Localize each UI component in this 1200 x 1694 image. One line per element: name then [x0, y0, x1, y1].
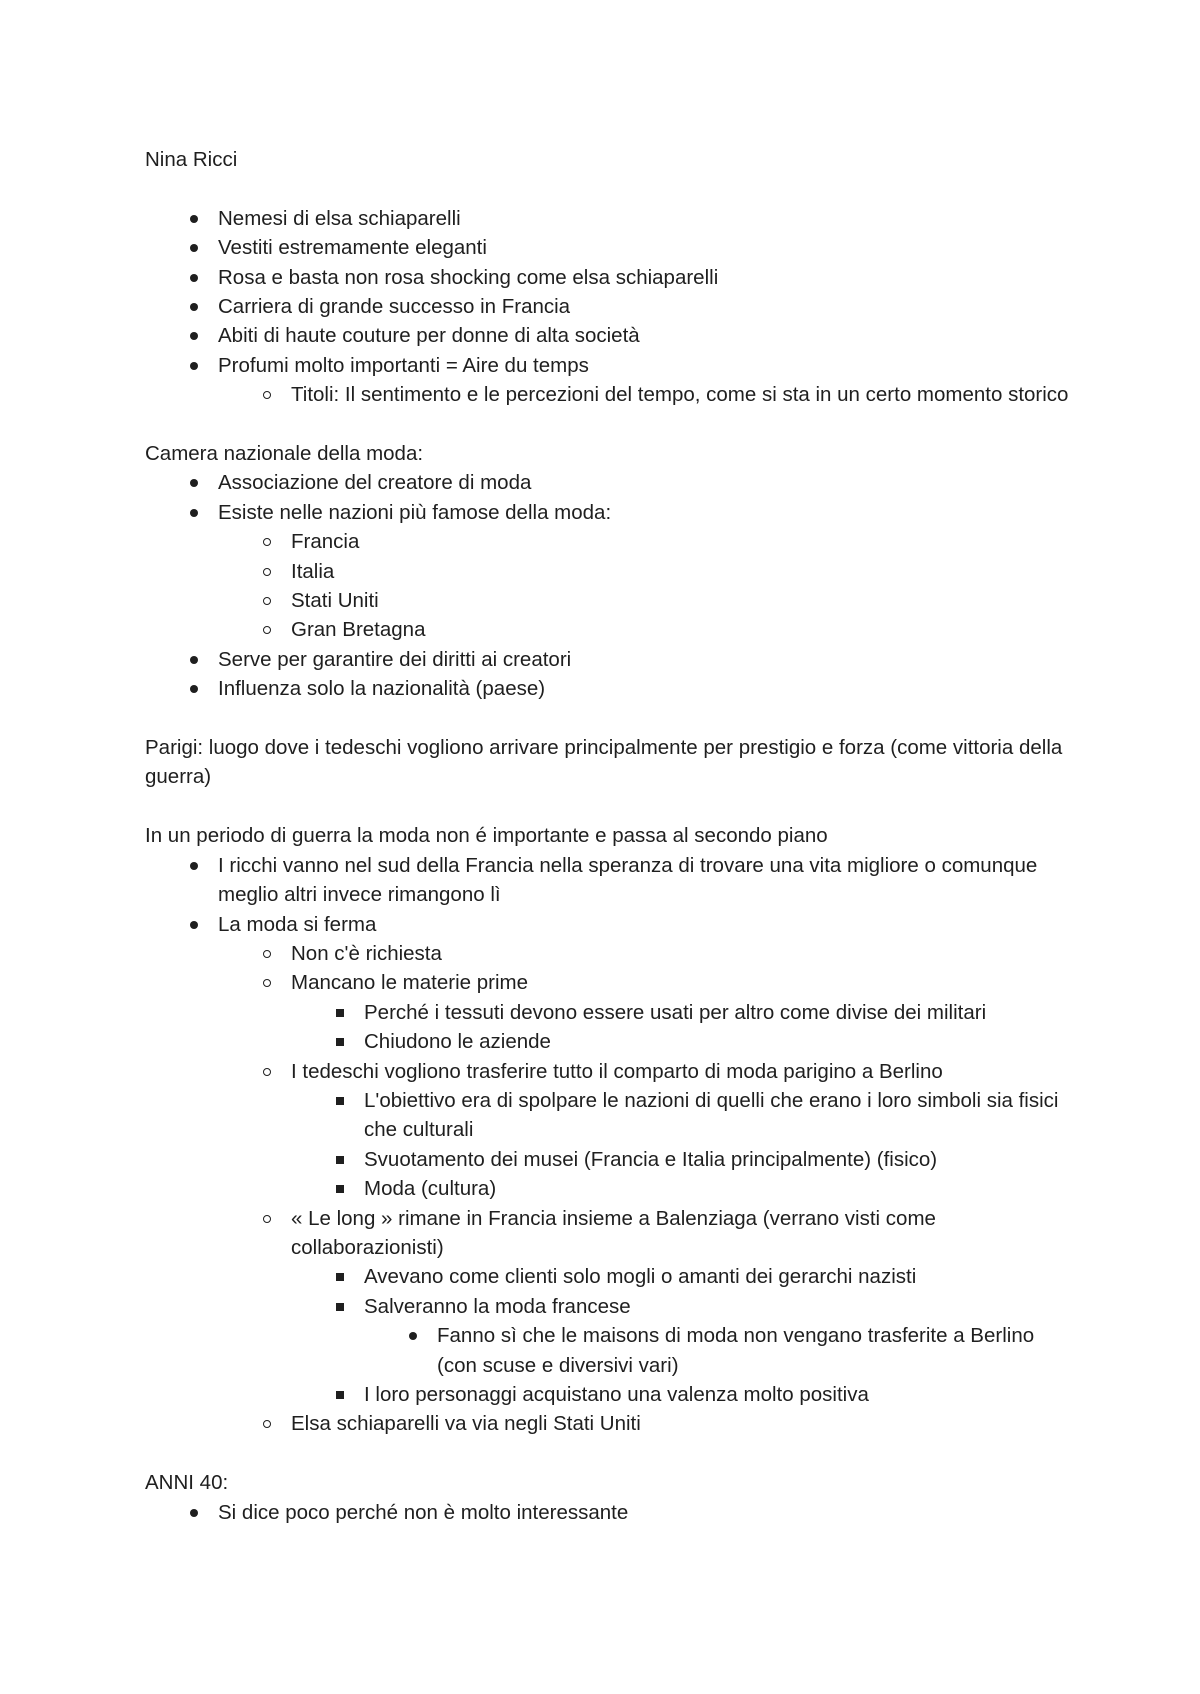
bullet-square-icon: [333, 1262, 347, 1291]
bullet-disc-icon: [187, 204, 201, 233]
list-item: Svuotamento dei musei (Francia e Italia principalmente) (fisico): [145, 1145, 1075, 1174]
section-heading-guerra: In un periodo di guerra la moda non é importante e passa al secondo piano: [145, 824, 828, 848]
list-item: Stati Uniti: [145, 586, 1075, 615]
bullet-square-icon: [333, 1174, 347, 1203]
list-item: Chiudono le aziende: [145, 1027, 1075, 1056]
list-item: Avevano come clienti solo mogli o amanti dei gerarchi nazisti: [145, 1262, 1075, 1291]
bullet-circle-icon: [260, 1057, 274, 1086]
list-item: Mancano le materie prime: [145, 968, 1075, 997]
bullet-square-icon: [333, 1380, 347, 1409]
bullet-disc-icon: [187, 351, 201, 380]
bullet-square-icon: [333, 1145, 347, 1174]
list-item: Associazione del creatore di moda: [145, 468, 1075, 497]
anni-40-list: [145, 1498, 1075, 1527]
bullet-circle-icon: [260, 1204, 274, 1233]
bullet-disc-icon: [187, 468, 201, 497]
bullet-square-icon: [333, 998, 347, 1027]
list-item: I loro personaggi acquistano una valenza molto positiva: [145, 1380, 1075, 1409]
list-item: Non c'è richiesta: [145, 939, 1075, 968]
list-item: « Le long » rimane in Francia insieme a Balenziaga (verrano visti come collaborazionisti): [145, 1204, 1075, 1263]
bullet-circle-icon: [260, 1409, 274, 1438]
bullet-disc-icon: [187, 851, 201, 880]
list-item: Gran Bretagna: [145, 615, 1075, 644]
bullet-disc-icon: [187, 263, 201, 292]
paragraph-parigi: Parigi: luogo dove i tedeschi vogliono arrivare principalmente per prestigio e forza (come vittoria della guerra): [145, 736, 1063, 789]
document-page: [145, 145, 1075, 1527]
bullet-disc-icon: [187, 321, 201, 350]
bullet-square-icon: [333, 1292, 347, 1321]
bullet-disc-icon: [406, 1321, 420, 1350]
bullet-circle-icon: [260, 557, 274, 586]
bullet-circle-icon: [260, 968, 274, 997]
guerra-list: [145, 851, 1075, 1439]
list-item: Fanno sì che le maisons di moda non vengano trasferite a Berlino (con scuse e diversivi vari): [145, 1321, 1075, 1380]
list-item: La moda si ferma: [145, 910, 1075, 939]
list-item: Rosa e basta non rosa shocking come elsa schiaparelli: [145, 263, 1075, 292]
section-heading-nina-ricci: Nina Ricci: [145, 148, 238, 171]
list-item: Esiste nelle nazioni più famose della moda:: [145, 498, 1075, 527]
section-heading-camera: Camera nazionale della moda:: [145, 442, 424, 466]
section-heading-anni-40: ANNI 40:: [145, 1471, 229, 1495]
bullet-circle-icon: [260, 527, 274, 556]
bullet-disc-icon: [187, 498, 201, 527]
bullet-circle-icon: [260, 586, 274, 615]
bullet-disc-icon: [187, 1498, 201, 1527]
bullet-disc-icon: [187, 292, 201, 321]
bullet-circle-icon: [260, 939, 274, 968]
list-item: Profumi molto importanti = Aire du temps: [145, 351, 1075, 380]
nina-ricci-list: [145, 204, 1075, 410]
list-item: Abiti di haute couture per donne di alta società: [145, 321, 1075, 350]
list-item: Italia: [145, 557, 1075, 586]
list-item: Perché i tessuti devono essere usati per altro come divise dei militari: [145, 998, 1075, 1027]
list-item: Titoli: Il sentimento e le percezioni del tempo, come si sta in un certo momento storico: [145, 380, 1075, 409]
list-item: Moda (cultura): [145, 1174, 1075, 1203]
list-item: Carriera di grande successo in Francia: [145, 292, 1075, 321]
list-item: I ricchi vanno nel sud della Francia nella speranza di trovare una vita migliore o comunque meglio altri invece rimangono lì: [145, 851, 1075, 910]
list-item: L'obiettivo era di spolpare le nazioni di quelli che erano i loro simboli sia fisici che culturali: [145, 1086, 1075, 1145]
bullet-disc-icon: [187, 674, 201, 703]
bullet-square-icon: [333, 1027, 347, 1056]
bullet-circle-icon: [260, 380, 274, 409]
list-item: Serve per garantire dei diritti ai creatori: [145, 645, 1075, 674]
list-item: I tedeschi vogliono trasferire tutto il comparto di moda parigino a Berlino: [145, 1057, 1075, 1086]
list-item: Nemesi di elsa schiaparelli: [145, 204, 1075, 233]
list-item: Influenza solo la nazionalità (paese): [145, 674, 1075, 703]
list-item: Si dice poco perché non è molto interessante: [145, 1498, 1075, 1527]
bullet-disc-icon: [187, 233, 201, 262]
list-item: Francia: [145, 527, 1075, 556]
bullet-circle-icon: [260, 615, 274, 644]
bullet-disc-icon: [187, 645, 201, 674]
bullet-square-icon: [333, 1086, 347, 1115]
camera-list: [145, 468, 1075, 703]
list-item: Elsa schiaparelli va via negli Stati Uniti: [145, 1409, 1075, 1438]
bullet-disc-icon: [187, 910, 201, 939]
list-item: Vestiti estremamente eleganti: [145, 233, 1075, 262]
list-item: Salveranno la moda francese: [145, 1292, 1075, 1321]
